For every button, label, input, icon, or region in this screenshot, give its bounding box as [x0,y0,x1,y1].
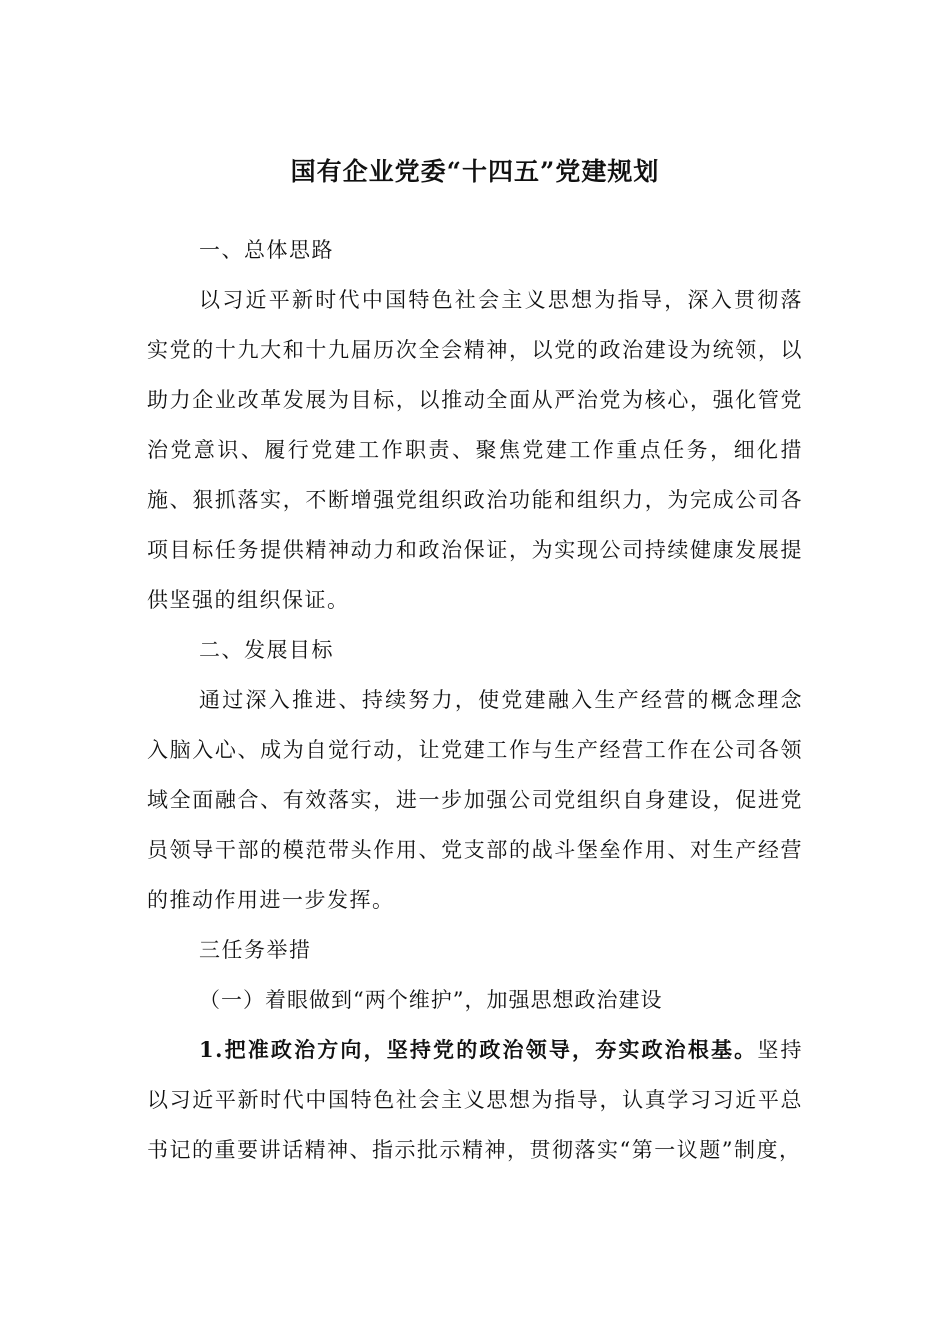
item-1-bold-lead: 1.把准政治方向，坚持党的政治领导，夯实政治根基。 [199,1037,758,1062]
section-heading-tasks-measures: 三任务举措 [199,938,312,962]
document-title: 国有企业党委“十四五”党建规划 [290,157,660,186]
subsection-heading-two-safeguards: （一）着眼做到“两个维护”，加强思想政治建设 [199,988,663,1012]
paragraph-development-goals: 通过深入推进、持续努力，使党建融入生产经营的概念理念入脑入心、成为自觉行动，让党建工作与生产经营工作在公司各领域全面融合、有效落实，进一步加强公司党组织自身建设，促进党员领导干部的模范带头作用、党支部的战斗堡垒作用、对生产经营的推动作用进一步发挥。 [147,688,803,912]
item-1-text: 坚持以习近平新时代中国特色社会主义思想为指导，认真学习习近平总书记的重要讲话精神、指示批示精神，贯彻落实“第一议题”制度， [147,1038,804,1162]
section-heading-development-goals: 二、发展目标 [199,638,334,662]
paragraph-item-1 [147,1025,803,1175]
paragraph-overall-approach: 以习近平新时代中国特色社会主义思想为指导，深入贯彻落实党的十九大和十九届历次全会精神，以党的政治建设为统领，以助力企业改革发展为目标，以推动全面从严治党为核心，强化管党治党意识、履行党建工作职责、聚焦党建工作重点任务，细化措施、狠抓落实，不断增强党组织政治功能和组织力，为完成公司各项目标任务提供精神动力和政治保证，为实现公司持续健康发展提供坚强的组织保证。 [147,288,803,612]
section-heading-overall-approach: 一、总体思路 [199,238,334,262]
